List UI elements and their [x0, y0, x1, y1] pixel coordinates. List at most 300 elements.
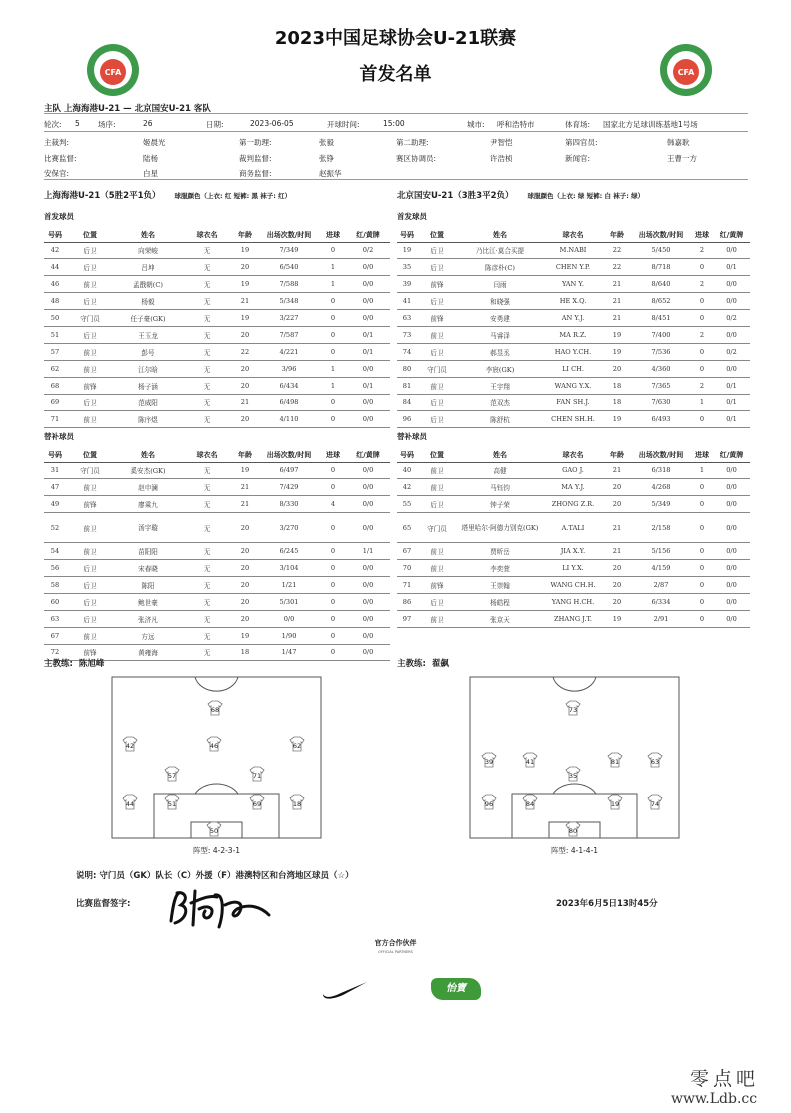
- column-header: 出场次数/时间: [631, 448, 691, 462]
- player-position: 后卫: [66, 242, 114, 259]
- info-label: 开球时间:: [327, 120, 360, 129]
- player-shirt: [566, 701, 580, 715]
- player-number: 86: [397, 593, 417, 610]
- player-name: 钟子荣: [457, 496, 543, 513]
- info-value: 26: [143, 119, 153, 128]
- player-number: 65: [397, 513, 417, 543]
- signature-image: [165, 885, 275, 935]
- player-goals: 0: [320, 326, 346, 343]
- player-shirt-name: 无: [182, 644, 232, 661]
- player-cards: 0/0: [346, 627, 390, 644]
- player-name: 杨皓程: [457, 593, 543, 610]
- home-subs-table: [44, 448, 390, 661]
- player-goals: 2: [691, 326, 713, 343]
- player-position: 后卫: [417, 343, 457, 360]
- player-shirt: [123, 795, 137, 809]
- player-cards: 0/2: [713, 343, 750, 360]
- player-row: [44, 377, 390, 394]
- player-number: 71: [44, 411, 66, 428]
- player-position: 前卫: [417, 326, 457, 343]
- player-number: 68: [44, 377, 66, 394]
- player-row: [397, 259, 750, 276]
- player-name: 江尔晗: [114, 360, 182, 377]
- player-cards: 0/0: [346, 411, 390, 428]
- column-header: 进球: [320, 228, 346, 242]
- column-header: 姓名: [457, 448, 543, 462]
- divider: [44, 131, 748, 132]
- info-value: 张铮: [319, 154, 334, 163]
- player-apps: 3/96: [258, 360, 320, 377]
- column-header: 号码: [397, 228, 417, 242]
- player-row: [44, 513, 390, 543]
- player-shirt-number: 50: [209, 827, 219, 835]
- info-label: 新闻官:: [565, 154, 591, 163]
- player-shirt: [523, 753, 537, 767]
- column-header: 红/黄牌: [713, 228, 750, 242]
- player-name: 塔里哈尔·阿德力别克(GK): [457, 513, 543, 543]
- match-line: 主队 上海海港U-21 — 北京国安U-21 客队: [44, 104, 211, 114]
- player-goals: 0: [691, 343, 713, 360]
- player-cards: 0/0: [713, 479, 750, 496]
- column-header: 红/黄牌: [713, 448, 750, 462]
- player-name: 马钰钧: [457, 479, 543, 496]
- player-number: 81: [397, 377, 417, 394]
- player-row: [44, 411, 390, 428]
- player-shirt-number: 81: [610, 758, 620, 766]
- player-number: 74: [397, 343, 417, 360]
- player-cards: 0/0: [346, 610, 390, 627]
- player-shirt-name: A.TALI: [543, 513, 603, 543]
- player-shirt-name: YAN Y.: [543, 276, 603, 293]
- player-shirt: [648, 753, 662, 767]
- player-number: 72: [44, 644, 66, 661]
- player-goals: 2: [691, 276, 713, 293]
- player-shirt: [608, 795, 622, 809]
- column-header: 球衣名: [182, 228, 232, 242]
- home-starters-label: 首发球员: [44, 212, 74, 221]
- player-position: 后卫: [417, 394, 457, 411]
- player-age: 20: [232, 377, 258, 394]
- player-shirt-number: 51: [167, 800, 177, 808]
- player-apps: 8/640: [631, 276, 691, 293]
- player-shirt-number: 96: [484, 800, 494, 808]
- player-goals: 0: [320, 310, 346, 327]
- player-apps: 7/429: [258, 479, 320, 496]
- watermark-title: 零点吧: [690, 1068, 760, 1090]
- player-age: 18: [232, 644, 258, 661]
- player-number: 19: [397, 242, 417, 259]
- player-age: 18: [603, 394, 631, 411]
- player-cards: 0/0: [713, 496, 750, 513]
- player-apps: 5/301: [258, 593, 320, 610]
- player-shirt-name: WANG Y.X.: [543, 377, 603, 394]
- player-age: 20: [232, 259, 258, 276]
- away-starters-label: 首发球员: [397, 212, 427, 221]
- info-value: 陆杨: [143, 154, 158, 163]
- player-age: 20: [232, 513, 258, 543]
- away-coach: 主教练: 翟飙: [397, 659, 449, 669]
- player-apps: 2/158: [631, 513, 691, 543]
- player-position: 前卫: [417, 479, 457, 496]
- player-shirt: [250, 795, 264, 809]
- player-apps: 6/334: [631, 593, 691, 610]
- player-name: 王玉龙: [114, 326, 182, 343]
- player-age: 21: [603, 293, 631, 310]
- player-shirt-number: 63: [650, 758, 660, 766]
- away-subs-table: [397, 448, 750, 628]
- player-apps: 1/47: [258, 644, 320, 661]
- svg-text:CFA: CFA: [104, 68, 122, 77]
- player-number: 42: [44, 242, 66, 259]
- column-header: 出场次数/时间: [631, 228, 691, 242]
- player-age: 20: [232, 543, 258, 560]
- signature-label: 比赛监督签字:: [76, 899, 131, 909]
- svg-text:CFA: CFA: [677, 68, 695, 77]
- player-shirt-name: AN Y.J.: [543, 310, 603, 327]
- player-cards: 0/1: [713, 394, 750, 411]
- info-label: 体育场:: [565, 120, 591, 129]
- player-number: 84: [397, 394, 417, 411]
- legend-note: 说明: 守门员（GK）队长（C）外援（F）港澳特区和台湾地区球员（☆）: [76, 871, 354, 881]
- player-age: 22: [603, 242, 631, 259]
- player-goals: 1: [320, 377, 346, 394]
- player-shirt-name: 无: [182, 593, 232, 610]
- player-apps: 4/110: [258, 411, 320, 428]
- center-arc: [553, 677, 596, 691]
- player-position: 后卫: [417, 242, 457, 259]
- player-shirt-number: 74: [650, 800, 660, 808]
- column-header: 出场次数/时间: [258, 448, 320, 462]
- player-shirt-number: 57: [167, 772, 177, 780]
- player-row: [397, 560, 750, 577]
- player-number: 40: [397, 462, 417, 479]
- player-apps: 6/318: [631, 462, 691, 479]
- player-goals: 0: [320, 462, 346, 479]
- player-apps: 7/349: [258, 242, 320, 259]
- player-age: 19: [603, 411, 631, 428]
- player-age: 21: [232, 479, 258, 496]
- player-shirt-name: LI CH.: [543, 360, 603, 377]
- player-apps: 7/400: [631, 326, 691, 343]
- player-name: 方远: [114, 627, 182, 644]
- player-row: [44, 593, 390, 610]
- player-position: 前锋: [66, 496, 114, 513]
- player-shirt-name: 无: [182, 394, 232, 411]
- player-shirt-number: 69: [252, 800, 262, 808]
- column-header: 进球: [691, 228, 713, 242]
- player-goals: 0: [320, 242, 346, 259]
- player-position: 前卫: [66, 411, 114, 428]
- player-shirt-name: 无: [182, 343, 232, 360]
- player-shirt-number: 19: [610, 800, 620, 808]
- player-cards: 0/0: [713, 560, 750, 577]
- player-row: [397, 276, 750, 293]
- player-apps: 5/156: [631, 543, 691, 560]
- player-apps: 6/493: [631, 411, 691, 428]
- player-apps: 6/497: [258, 462, 320, 479]
- player-cards: 0/0: [713, 242, 750, 259]
- player-cards: 0/0: [346, 560, 390, 577]
- info-label: 日期:: [206, 120, 224, 129]
- player-shirt-number: 35: [568, 772, 578, 780]
- player-number: 35: [397, 259, 417, 276]
- info-value: 许浩桢: [490, 154, 513, 163]
- player-cards: 0/0: [346, 576, 390, 593]
- player-shirt: [207, 822, 221, 836]
- player-name: 李宸(GK): [457, 360, 543, 377]
- player-cards: 0/1: [713, 259, 750, 276]
- player-apps: 3/270: [258, 513, 320, 543]
- player-number: 70: [397, 560, 417, 577]
- player-row: [397, 310, 750, 327]
- info-label: 商务监督:: [239, 169, 272, 178]
- player-shirt: [523, 795, 537, 809]
- player-age: 21: [603, 543, 631, 560]
- player-apps: 0/0: [258, 610, 320, 627]
- player-position: 后卫: [417, 411, 457, 428]
- column-header: 位置: [66, 448, 114, 462]
- player-name: 贾昕岳: [457, 543, 543, 560]
- player-shirt-name: M.NABI: [543, 242, 603, 259]
- divider: [44, 113, 748, 114]
- player-cards: 0/1: [346, 326, 390, 343]
- player-goals: 0: [320, 560, 346, 577]
- player-position: 后卫: [417, 259, 457, 276]
- player-shirt-name: ZHANG J.T.: [543, 610, 603, 627]
- player-number: 73: [397, 326, 417, 343]
- player-position: 前卫: [417, 377, 457, 394]
- player-number: 51: [44, 326, 66, 343]
- player-shirt-name: 无: [182, 377, 232, 394]
- player-row: [44, 343, 390, 360]
- player-shirt-name: CHEN SH.H.: [543, 411, 603, 428]
- player-number: 49: [44, 496, 66, 513]
- column-header: 年龄: [232, 448, 258, 462]
- player-number: 50: [44, 310, 66, 327]
- player-name: 孟戬朝(C): [114, 276, 182, 293]
- info-label: 第一助理:: [239, 138, 272, 147]
- watermark-url: www.Ldb.cc: [671, 1091, 758, 1107]
- player-number: 52: [44, 513, 66, 543]
- player-position: 前卫: [417, 462, 457, 479]
- info-label: 安保官:: [44, 169, 70, 178]
- column-header: 年龄: [232, 228, 258, 242]
- player-shirt-name: 无: [182, 326, 232, 343]
- player-age: 19: [232, 242, 258, 259]
- player-goals: 0: [691, 496, 713, 513]
- player-cards: 0/0: [346, 593, 390, 610]
- player-name: 彭号: [114, 343, 182, 360]
- player-position: 后卫: [66, 394, 114, 411]
- player-cards: 0/0: [346, 462, 390, 479]
- player-apps: 7/365: [631, 377, 691, 394]
- player-position: 前卫: [66, 479, 114, 496]
- player-apps: 5/450: [631, 242, 691, 259]
- player-row: [44, 462, 390, 479]
- player-number: 47: [44, 479, 66, 496]
- player-position: 前卫: [417, 560, 457, 577]
- player-name: 王崇翰: [457, 576, 543, 593]
- info-label: 比赛监督:: [44, 154, 77, 163]
- player-position: 前卫: [66, 543, 114, 560]
- info-value: 15:00: [383, 119, 405, 128]
- player-shirt-name: YANG H.CH.: [543, 593, 603, 610]
- player-shirt-name: 无: [182, 610, 232, 627]
- player-shirt-number: 44: [125, 800, 135, 808]
- player-name: 乃比江·莫合买提: [457, 242, 543, 259]
- player-shirt-number: 42: [125, 742, 135, 750]
- player-number: 67: [44, 627, 66, 644]
- player-apps: 4/268: [631, 479, 691, 496]
- player-age: 21: [232, 394, 258, 411]
- player-position: 前锋: [417, 310, 457, 327]
- player-row: [44, 310, 390, 327]
- player-position: 前卫: [417, 543, 457, 560]
- player-shirt-name: FAN SH.J.: [543, 394, 603, 411]
- player-goals: 0: [691, 479, 713, 496]
- player-row: [397, 411, 750, 428]
- player-row: [44, 560, 390, 577]
- player-row: [44, 610, 390, 627]
- info-label: 轮次:: [44, 120, 62, 129]
- player-row: [44, 293, 390, 310]
- player-goals: 0: [320, 627, 346, 644]
- player-name: 吕坤: [114, 259, 182, 276]
- player-position: 前卫: [66, 343, 114, 360]
- player-goals: 0: [691, 610, 713, 627]
- player-shirt-name: LI Y.X.: [543, 560, 603, 577]
- player-goals: 0: [320, 411, 346, 428]
- player-row: [44, 496, 390, 513]
- player-row: [44, 276, 390, 293]
- player-number: 57: [44, 343, 66, 360]
- player-shirt-name: 无: [182, 543, 232, 560]
- away-subs-label: 替补球员: [397, 432, 427, 441]
- player-goals: 0: [320, 479, 346, 496]
- player-apps: 8/451: [631, 310, 691, 327]
- player-age: 20: [603, 360, 631, 377]
- away-formation: 阵型: 4-1-4-1: [550, 846, 599, 855]
- player-goals: 1: [691, 462, 713, 479]
- info-label: 赛区协调员:: [396, 154, 437, 163]
- player-goals: 2: [691, 242, 713, 259]
- player-shirt: [608, 753, 622, 767]
- column-header: 号码: [44, 448, 66, 462]
- player-goals: 0: [320, 293, 346, 310]
- player-apps: 6/540: [258, 259, 320, 276]
- info-value: 5: [75, 119, 80, 128]
- info-value: 张毅: [319, 138, 334, 147]
- player-shirt: [566, 822, 580, 836]
- column-header: 位置: [417, 228, 457, 242]
- player-age: 20: [232, 593, 258, 610]
- player-row: [397, 576, 750, 593]
- player-shirt-name: MA Y.J.: [543, 479, 603, 496]
- player-row: [397, 293, 750, 310]
- player-number: 56: [44, 560, 66, 577]
- player-cards: 0/0: [713, 543, 750, 560]
- player-row: [397, 610, 750, 627]
- player-apps: 7/588: [258, 276, 320, 293]
- player-row: [44, 543, 390, 560]
- player-age: 21: [232, 496, 258, 513]
- player-shirt-name: 无: [182, 411, 232, 428]
- player-name: 奚安杰(GK): [114, 462, 182, 479]
- player-goals: 1: [320, 259, 346, 276]
- player-apps: 8/652: [631, 293, 691, 310]
- player-row: [397, 326, 750, 343]
- info-value: 呼和浩特市: [497, 120, 535, 129]
- info-value: 姬晨光: [143, 138, 166, 147]
- player-name: 张济凡: [114, 610, 182, 627]
- player-apps: 6/434: [258, 377, 320, 394]
- player-name: 和晓强: [457, 293, 543, 310]
- player-name: 廖乘九: [114, 496, 182, 513]
- player-name: 陈舒杭: [457, 411, 543, 428]
- player-shirt-name: GAO J.: [543, 462, 603, 479]
- player-position: 守门员: [417, 513, 457, 543]
- player-apps: 2/91: [631, 610, 691, 627]
- info-label: 城市:: [467, 120, 485, 129]
- column-header: 球衣名: [543, 228, 603, 242]
- player-age: 20: [603, 479, 631, 496]
- info-value: 赵振华: [319, 169, 342, 178]
- player-shirt-name: HAO Y.CH.: [543, 343, 603, 360]
- player-shirt-name: 无: [182, 293, 232, 310]
- player-apps: 1/90: [258, 627, 320, 644]
- player-cards: 0/0: [713, 513, 750, 543]
- info-value: 2023-06-05: [250, 119, 294, 128]
- player-row: [397, 242, 750, 259]
- column-header: 年龄: [603, 448, 631, 462]
- player-age: 19: [603, 343, 631, 360]
- away-starters-table: [397, 228, 750, 428]
- player-apps: 8/718: [631, 259, 691, 276]
- player-position: 前锋: [417, 276, 457, 293]
- player-cards: 0/0: [713, 576, 750, 593]
- player-shirt: [123, 737, 137, 751]
- player-name: 范威阳: [114, 394, 182, 411]
- player-number: 48: [44, 293, 66, 310]
- column-header: 年龄: [603, 228, 631, 242]
- player-goals: 0: [691, 310, 713, 327]
- player-name: 范双杰: [457, 394, 543, 411]
- player-shirt-name: MA R.Z.: [543, 326, 603, 343]
- player-shirt-name: 无: [182, 479, 232, 496]
- player-age: 18: [603, 377, 631, 394]
- player-name: 陈序煜: [114, 411, 182, 428]
- player-row: [44, 576, 390, 593]
- player-number: 54: [44, 543, 66, 560]
- player-shirt: [290, 737, 304, 751]
- info-label: 第二助理:: [396, 138, 429, 147]
- player-age: 20: [232, 411, 258, 428]
- player-number: 97: [397, 610, 417, 627]
- nike-logo: [321, 976, 369, 1000]
- player-number: 39: [397, 276, 417, 293]
- player-shirt: [165, 767, 179, 781]
- player-shirt-number: 71: [252, 772, 262, 780]
- player-apps: 8/330: [258, 496, 320, 513]
- player-goals: 1: [320, 360, 346, 377]
- player-age: 19: [232, 627, 258, 644]
- info-label: 场序:: [98, 120, 116, 129]
- player-goals: 0: [320, 513, 346, 543]
- player-position: 后卫: [66, 259, 114, 276]
- player-number: 80: [397, 360, 417, 377]
- player-name: 高健: [457, 462, 543, 479]
- info-value: 王曹一方: [667, 154, 697, 163]
